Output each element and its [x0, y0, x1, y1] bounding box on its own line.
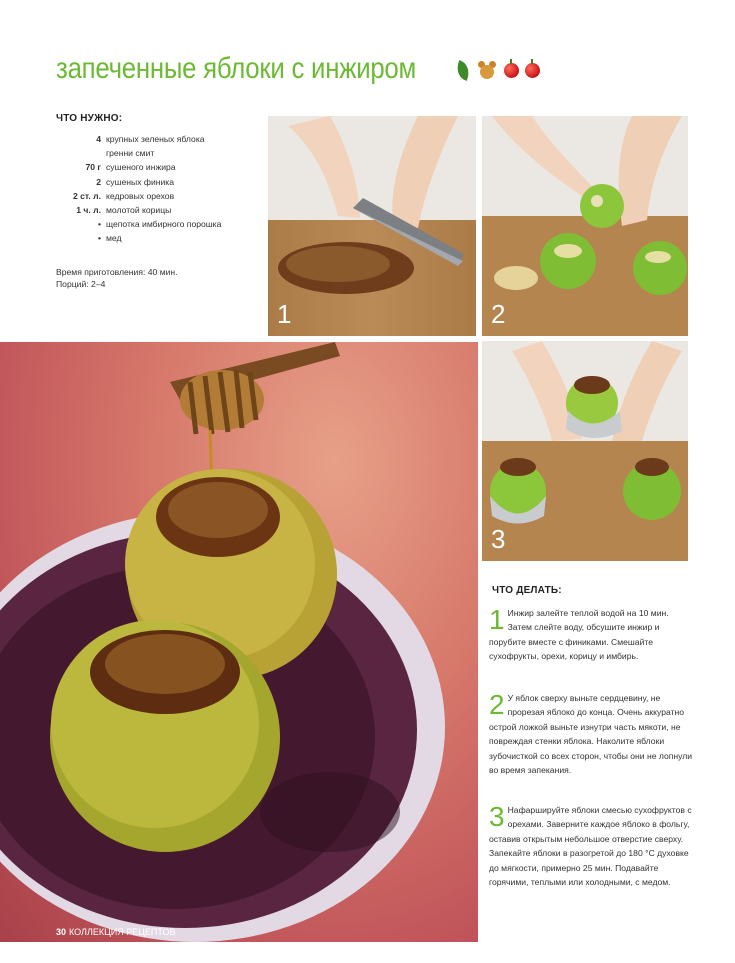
ingredient-item: 1 ч. л. молотой корицы	[76, 205, 172, 216]
ingredient-item: • мед	[97, 233, 122, 244]
step-3-photo	[482, 341, 688, 561]
step-number: 3	[489, 801, 505, 832]
apple-icon	[525, 63, 540, 78]
recipe-info	[56, 266, 178, 290]
magazine-name: КОЛЛЕКЦИЯ РЕЦЕПТОВ	[69, 927, 176, 937]
step-2-photo	[482, 116, 688, 336]
chopping-illustration	[268, 116, 476, 336]
step-1-photo	[268, 116, 476, 336]
main-photo	[0, 342, 478, 942]
instructions-heading: ЧТО ДЕЛАТЬ:	[492, 585, 562, 596]
instruction-step-2	[489, 691, 694, 777]
apple-icon	[504, 63, 519, 78]
portions: Порций: 2–4	[56, 279, 106, 289]
leaf-icon	[454, 60, 473, 81]
ingredient-item: • щепотка имбирного порошка	[97, 219, 222, 230]
bear-icon	[476, 59, 498, 81]
step-number: 3	[491, 524, 506, 554]
page-number: 30	[56, 927, 67, 937]
ingredient-item: гренни смит	[106, 148, 155, 159]
ingredient-item: 70 г сушеного инжира	[85, 162, 176, 173]
coring-illustration	[482, 116, 688, 336]
step-number: 1	[489, 604, 505, 635]
recipe-title: запеченные яблоки с инжиром	[56, 52, 417, 85]
cooking-time: Время приготовления: 40 мин.	[56, 267, 178, 277]
ingredient-item: 2 сушеных финика	[96, 176, 175, 187]
ingredients-list	[56, 132, 266, 246]
ingredient-item: 2 ст. л. кедровых орехов	[72, 190, 175, 201]
step-text: Нафаршируйте яблоки смесью сухофруктов с орехами. Заверните каждое яблоко в фольгу, оставив открытым небольшое отверстие сверху. Запекайте яблоки в разогретой до 180 °С духовке до мягкости, примерно 25 мин. Подавайте горячими, теплыми или холодными, с медом.	[489, 805, 692, 888]
difficulty-icons	[456, 58, 540, 82]
step-number: 1	[277, 299, 292, 329]
ingredients-heading: ЧТО НУЖНО:	[56, 113, 123, 124]
honey-dipper	[180, 370, 264, 434]
wrapping-illustration	[482, 341, 688, 561]
instruction-step-3	[489, 803, 694, 889]
step-text: У яблок сверху выньте сердцевину, не прорезая яблоко до конца. Очень аккуратно острой ложкой выньте изнутри часть мякоти, не повреждая стенки яблока. Наколите яблоки зубочисткой со всех сторон, чтобы они не лопнули во время запекания.	[489, 693, 693, 776]
step-number: 2	[491, 299, 506, 329]
step-text: Инжир залейте теплой водой на 10 мин. Затем слейте воду, обсушите инжир и порубите вместе с финиками. Смешайте сухофрукты, орехи, корицу и имбирь.	[489, 608, 669, 662]
instruction-step-1	[489, 606, 694, 664]
step-number: 2	[489, 689, 505, 720]
ingredient-item: 4 крупных зеленых яблока	[96, 134, 205, 144]
baked-apples-illustration	[0, 342, 478, 942]
page-footer	[56, 927, 175, 937]
